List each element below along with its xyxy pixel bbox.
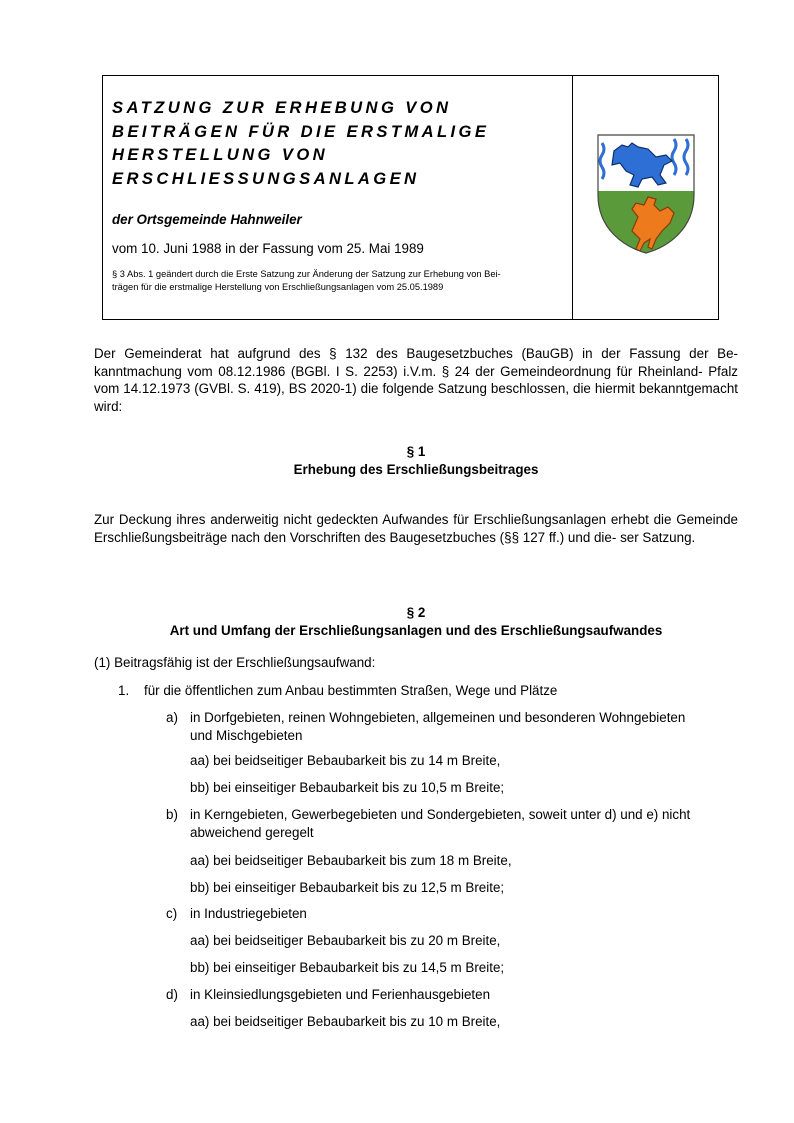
- municipality-subtitle: der Ortsgemeinde Hahnweiler: [112, 212, 302, 227]
- section-title: Art und Umfang der Erschließungsanlagen und des Erschließungsaufwandes: [169, 623, 663, 638]
- width-rule: aa) bei beidseitiger Bebaubarkeit bis zum 18 m Breite,: [190, 853, 512, 868]
- section-2-heading: [94, 604, 738, 640]
- sub-item-continuation: abweichend geregelt: [190, 825, 314, 840]
- coat-of-arms-icon: [596, 133, 696, 255]
- width-rule: aa) bei beidseitiger Bebaubarkeit bis zu 20 m Breite,: [190, 933, 501, 948]
- crest-area: [573, 76, 718, 319]
- text-line: Gemeinde Erschließungsbeiträge nach den Vorschriften des Baugesetzbuches (§§ 127 ff.) und die-: [94, 512, 738, 545]
- sub-item-label: d): [166, 987, 178, 1002]
- section-1-heading: [94, 443, 738, 479]
- section-title: Erhebung des Erschließungsbeitrages: [293, 462, 539, 477]
- sub-item-c: [166, 906, 307, 921]
- width-rule: bb) bei einseitiger Bebaubarkeit bis zu 12,5 m Breite;: [190, 880, 505, 895]
- title-box: [102, 75, 719, 320]
- sub-item-b: [166, 807, 690, 822]
- sub-item-label: b): [166, 807, 178, 822]
- text-line: bekanntgemacht wird:: [94, 381, 738, 414]
- amendment-note-line: § 3 Abs. 1 geändert durch die Erste Satzung zur Änderung der Satzung zur Erhebung von Bei-: [112, 269, 501, 279]
- sub-item-continuation: und Mischgebieten: [190, 728, 303, 743]
- list-item-1: [118, 683, 557, 698]
- sub-item-label: c): [166, 906, 178, 921]
- section-1-text: [94, 511, 738, 546]
- sub-item-label: a): [166, 710, 178, 725]
- sub-item-text: in Kleinsiedlungsgebieten und Ferienhausgebieten: [190, 987, 491, 1002]
- paragraph-1: (1) Beitragsfähig ist der Erschließungsaufwand:: [94, 655, 376, 670]
- sub-item-text: in Industriegebieten: [190, 906, 307, 921]
- width-rule: aa) bei beidseitiger Bebaubarkeit bis zu 14 m Breite,: [190, 753, 501, 768]
- list-number: 1.: [118, 683, 130, 698]
- amendment-note-line: trägen für die erstmalige Herstellung von Erschließungsanlagen vom 25.05.1989: [112, 281, 444, 292]
- section-number: § 2: [406, 605, 426, 620]
- section-number: § 1: [406, 444, 426, 459]
- sub-item-text: in Dorfgebieten, reinen Wohngebieten, allgemeinen und besonderen Wohngebieten: [190, 710, 686, 725]
- document-title: SATZUNG ZUR ERHEBUNG VON BEITRÄGEN FÜR DIE ERSTMALIGE HERSTELLUNG VON ERSCHLIESSUNGSANLAGEN: [112, 98, 490, 188]
- text-line: Der Gemeinderat hat aufgrund des § 132 des Baugesetzbuches (BauGB) in der Fassung der Be-: [94, 346, 738, 361]
- list-item-text: für die öffentlichen zum Anbau bestimmten Straßen, Wege und Plätze: [144, 683, 558, 698]
- text-line: ser Satzung.: [620, 529, 696, 545]
- text-line: Zur Deckung ihres anderweitig nicht gedeckten Aufwandes für Erschließungsanlagen erhebt die: [94, 512, 672, 527]
- sub-item-d: [166, 987, 490, 1002]
- width-rule: bb) bei einseitiger Bebaubarkeit bis zu 14,5 m Breite;: [190, 960, 505, 975]
- section-1-body: [94, 511, 738, 546]
- preamble: [94, 345, 738, 415]
- sub-item-a: [166, 710, 685, 725]
- width-rule: aa) bei beidseitiger Bebaubarkeit bis zu 10 m Breite,: [190, 1014, 501, 1029]
- title-area: [103, 76, 573, 319]
- sub-item-text: in Kerngebieten, Gewerbegebieten und Sondergebieten, soweit unter d) und e) nicht: [190, 807, 691, 822]
- width-rule: bb) bei einseitiger Bebaubarkeit bis zu 10,5 m Breite;: [190, 780, 505, 795]
- text-line: Pfalz vom 14.12.1973 (GVBl. S. 419), BS 2020-1) die folgende Satzung beschlossen, die hiermit: [94, 363, 738, 396]
- version-date: vom 10. Juni 1988 in der Fassung vom 25. Mai 1989: [112, 241, 424, 256]
- amendment-note: [112, 268, 562, 293]
- text-line: kanntmachung vom 08.12.1986 (BGBl. I S. 2253) i.V.m. § 24 der Gemeindeordnung für Rheinland-: [94, 363, 703, 379]
- preamble-text: [94, 345, 738, 415]
